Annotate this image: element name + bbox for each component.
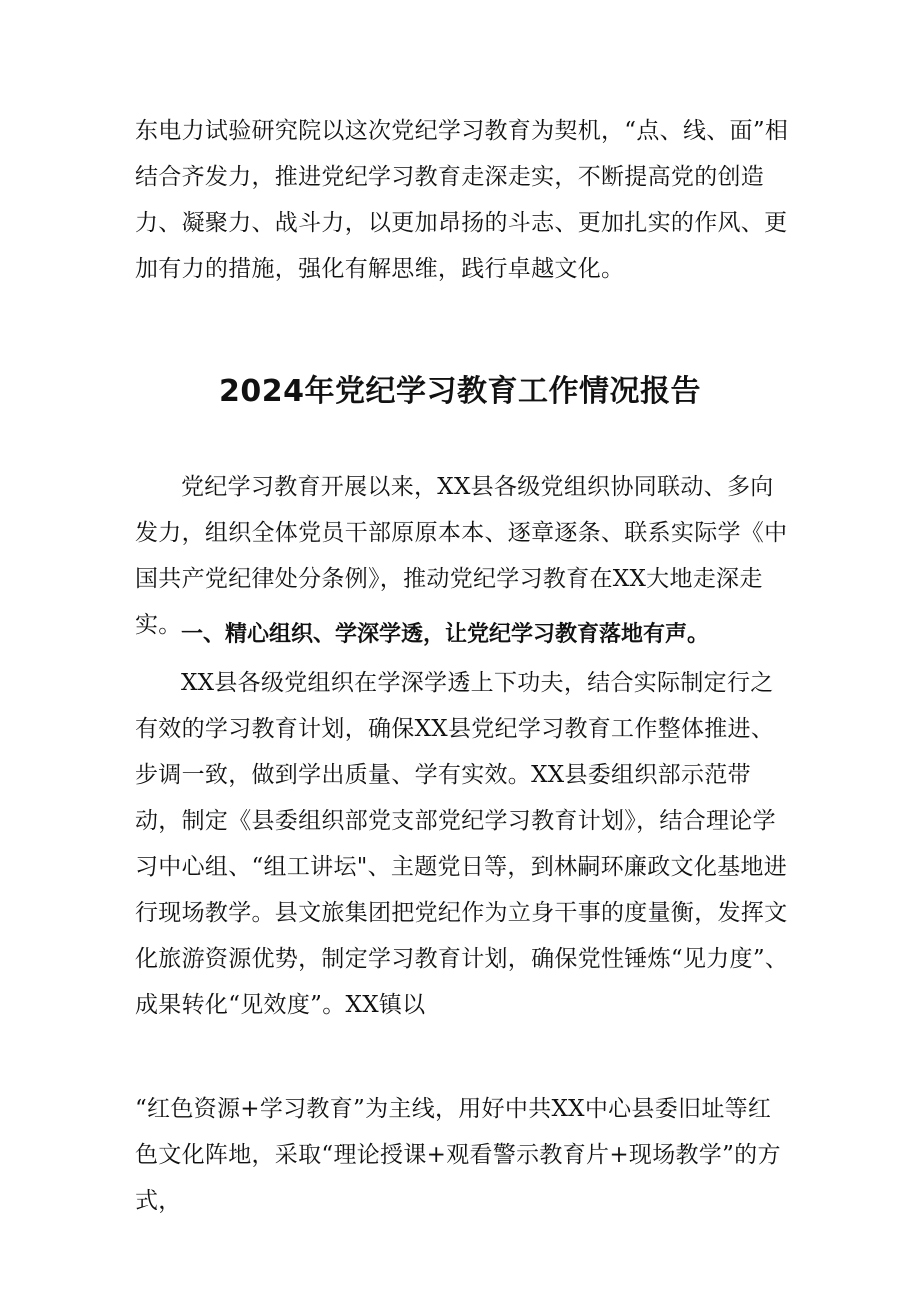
intro-paragraph: 党纪学习教育开展以来，XX县各级党组织协同联动、多向发力，组织全体党员干部原原本本、逐章逐条、联系实际学《中国共产党纪律处分条例》，推动党纪学习教育在XX大地走深走实。 <box>135 474 788 638</box>
next-paragraph: “红色资源+学习教育”为主线，用好中共XX中心县委旧址等红色文化阵地，采取“理论授课+观看警示教育片+现场教学”的方式， <box>135 1096 781 1214</box>
section-paragraph: XX县各级党组织在学深学透上下功夫，结合实际制定行之有效的学习教育计划，确保XX县党纪学习教育工作整体推进、步调一致，做到学出质量、学有实效。XX县委组织部示范带动，制定《县委组织部党支部党纪学习教育计划》，结合理论学习中心组、“组工讲坛"、主题党日等，到林嗣环廉政文化基地进行现场教学。县文旅集团把党纪作为立身干事的度量衡，发挥文化旅游资源优势，制定学习教育计划，确保党性锤炼“见力度”、成果转化“见效度”。XX镇以 <box>135 670 789 1018</box>
page-title: 2024年党纪学习教育工作情况报告 <box>219 374 701 409</box>
section-heading: 一、精心组织、学深学透，让党纪学习教育落地有声。 <box>181 622 710 647</box>
continuation-paragraph: 东电力试验研究院以这次党纪学习教育为契机，“点、线、面”相结合齐发力，推进党纪学习教育走深走实，不断提高党的创造力、凝聚力、战斗力，以更加昂扬的斗志、更加扎实的作风、更加有力的措施，强化有解思维，践行卓越文化。 <box>135 118 789 282</box>
